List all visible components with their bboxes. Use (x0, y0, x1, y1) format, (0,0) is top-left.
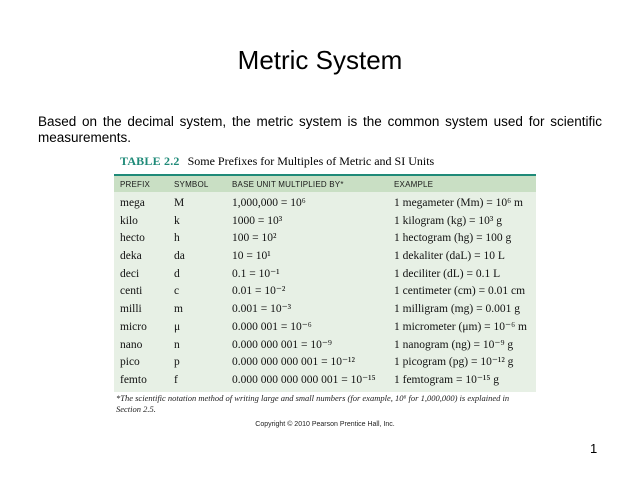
multiplier-cell: 0.001 = 10⁻³ (232, 303, 292, 316)
multiplier-cell: 0.1 = 10⁻¹ (232, 267, 280, 280)
table-panel (114, 174, 536, 392)
prefix-cell: nano (120, 338, 143, 351)
symbol-cell: n (174, 338, 180, 351)
multiplier-cell: 10 = 10¹ (232, 250, 271, 263)
table-row (114, 212, 536, 230)
multiplier-cell: 1000 = 10³ (232, 214, 283, 227)
header-multiplier: BASE UNIT MULTIPLIED BY* (232, 180, 344, 189)
multiplier-cell: 0.000 000 000 001 = 10⁻¹² (232, 356, 355, 369)
symbol-cell: k (174, 214, 180, 227)
header-example: EXAMPLE (394, 180, 434, 189)
multiplier-cell: 100 = 10² (232, 232, 277, 245)
table-row (114, 282, 536, 300)
symbol-cell: d (174, 267, 180, 280)
example-cell: 1 milligram (mg) = 0.001 g (394, 303, 520, 316)
example-cell: 1 picogram (pg) = 10⁻¹² g (394, 356, 514, 369)
table-row (114, 300, 536, 318)
table-row (114, 318, 536, 336)
table-row (114, 229, 536, 247)
example-cell: 1 dekaliter (daL) = 10 L (394, 250, 505, 263)
table-row (114, 265, 536, 283)
intro-paragraph: Based on the decimal system, the metric system is the common system used for scientific measurements. (38, 114, 602, 145)
example-cell: 1 megameter (Mm) = 10⁶ m (394, 197, 523, 209)
prefix-cell: femto (120, 373, 147, 386)
table-row (114, 336, 536, 354)
multiplier-cell: 0.000 001 = 10⁻⁶ (232, 320, 312, 333)
prefix-cell: pico (120, 356, 140, 369)
example-cell: 1 nanogram (ng) = 10⁻⁹ g (394, 338, 514, 351)
symbol-cell: μ (174, 320, 181, 333)
page-number: 1 (590, 441, 598, 456)
symbol-cell: m (174, 303, 183, 316)
prefix-cell: centi (120, 285, 143, 298)
prefix-cell: deka (120, 250, 142, 263)
table-row (114, 247, 536, 265)
table-row (114, 353, 536, 371)
prefix-cell: milli (120, 303, 142, 316)
copyright-notice: Copyright © 2010 Pearson Prentice Hall, Inc. (255, 421, 395, 428)
table-caption-text: Some Prefixes for Multiples of Metric and SI Units (187, 154, 435, 168)
symbol-cell: f (174, 373, 178, 386)
multiplier-cell: 1,000,000 = 10⁶ (232, 197, 306, 209)
table-row (114, 194, 536, 212)
example-cell: 1 deciliter (dL) = 0.1 L (394, 267, 501, 280)
prefix-cell: deci (120, 267, 140, 280)
symbol-cell: p (174, 356, 180, 369)
example-cell: 1 micrometer (μm) = 10⁻⁶ m (394, 320, 527, 333)
symbol-cell: M (174, 197, 185, 209)
table-header-row (114, 174, 536, 192)
example-cell: 1 kilogram (kg) = 10³ g (394, 214, 502, 227)
table-caption (120, 154, 434, 169)
multiplier-cell: 0.000 000 001 = 10⁻⁹ (232, 338, 332, 351)
prefix-cell: micro (120, 320, 147, 333)
example-cell: 1 centimeter (cm) = 0.01 cm (394, 285, 526, 298)
symbol-cell: h (174, 232, 180, 245)
table-footnote: *The scientific notation method of writing large and small numbers (for example, 10⁶ for 1,000,000) is explained in Section 2.5. (116, 393, 510, 414)
prefix-cell: hecto (120, 232, 145, 245)
table-body (114, 194, 536, 389)
symbol-cell: c (174, 285, 180, 298)
slide-title: Metric System (237, 45, 403, 75)
prefix-cell: mega (120, 197, 145, 209)
table-number: TABLE 2.2 (120, 154, 180, 168)
metric-prefix-table-figure (114, 152, 536, 434)
example-cell: 1 hectogram (hg) = 100 g (394, 232, 512, 245)
header-prefix: PREFIX (120, 180, 151, 189)
multiplier-cell: 0.01 = 10⁻² (232, 285, 286, 298)
symbol-cell: da (174, 250, 185, 263)
header-symbol: SYMBOL (174, 180, 209, 189)
multiplier-cell: 0.000 000 000 000 001 = 10⁻¹⁵ (232, 373, 376, 386)
prefix-cell: kilo (120, 214, 138, 227)
table-row (114, 371, 536, 389)
example-cell: 1 femtogram = 10⁻¹⁵ g (394, 373, 499, 386)
